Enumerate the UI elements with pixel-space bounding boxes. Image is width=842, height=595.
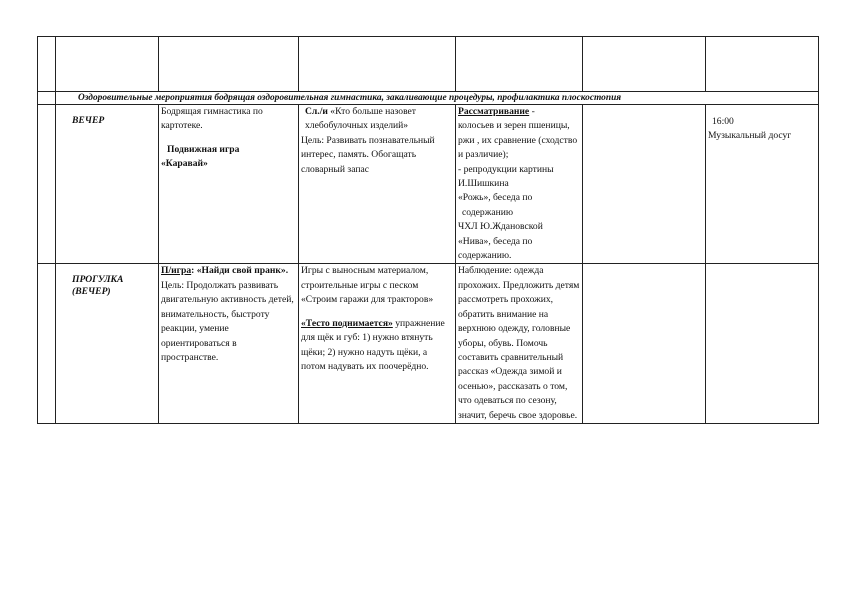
observation-heading-tail: - (529, 106, 535, 117)
empty-cell (56, 37, 159, 92)
exercise-title: «Тесто поднимается» (301, 317, 393, 329)
evening-gymnastics-cell (159, 105, 299, 264)
walk-game-cell (159, 264, 299, 423)
walk-label-line: ПРОГУЛКА (72, 274, 124, 286)
health-activities-banner: Оздоровительные мероприятия бодрящая оздоровительная гимнастика, закаливающие процедуры, профилактика плоскостопия (56, 92, 819, 105)
empty-top-row (38, 37, 819, 92)
empty-cell (583, 105, 706, 264)
walk-game-title: : «Найди свой пранк». (191, 265, 289, 277)
walk-observation-text: Наблюдение: одежда прохожих. Предложить детям рассмотреть прохожих, обратить внимание на верхнюю одежду, головные уборы, обувь. Помочь составить сравнительный рассказ «Одежда зимой и осенью», рассказать о том, что одеваться по сезону, значит, беречь свое здоровье. (458, 265, 580, 421)
evening-event-cell (706, 105, 819, 264)
empty-cell (159, 37, 299, 92)
word-game-title: «Кто больше назовет хлебобулочных изделий» (305, 106, 417, 132)
walk-label-line: (ВЕЧЕР) (72, 286, 111, 298)
event-time: 16:00 (712, 116, 734, 127)
evening-row (38, 105, 819, 264)
empty-cell (38, 37, 56, 92)
evening-observation-cell (456, 105, 583, 264)
empty-cell (706, 264, 819, 423)
observation-line: - репродукции картины И.Шишкина (458, 163, 554, 190)
observation-line: содержанию (462, 206, 514, 218)
empty-cell (706, 37, 819, 92)
exercise-description: упражнение для щёк и губ: 1) нужно втянуть щёки; 2) нужно надуть щёки, а потом надувать их поочерёдно. (301, 317, 445, 372)
observation-line: колосьев и зерен пшеницы, ржи , их сравнение (сходство и различие); (458, 120, 578, 161)
walk-game-goal: Цель: Продолжать развивать двигательную активность детей, внимательность, быстроту реакции, умение ориентироваться в пространстве. (161, 279, 294, 363)
outdoor-game-name: «Каравай» (161, 158, 208, 170)
empty-cell (38, 92, 56, 105)
observation-line: «Рожь», беседа по (458, 192, 533, 204)
walk-activities-text: Игры с выносным материалом, строительные игры с песком «Строим гаражи для тракторов» (301, 265, 434, 306)
gymnastics-text: Бодрящая гимнастика по картотеке. (161, 106, 263, 132)
walk-activities-cell (299, 264, 456, 423)
empty-cell (456, 37, 583, 92)
empty-cell (583, 264, 706, 423)
observation-heading: Рассматривание (458, 106, 530, 117)
empty-cell (299, 37, 456, 92)
empty-cell (583, 37, 706, 92)
health-activities-row (38, 92, 819, 105)
event-name: Музыкальный досуг (708, 130, 792, 141)
word-game-prefix: Сл./и (305, 106, 328, 117)
plan-table (37, 36, 819, 424)
word-game-goal: Цель: Развивать познавательный интерес, память. Обогащать словарный запас (301, 134, 435, 175)
walk-observation-cell (456, 264, 583, 423)
observation-line: «Нива», беседа по содержанию. (458, 235, 533, 262)
walk-label (56, 264, 159, 423)
observation-line: ЧХЛ Ю.Ждановской (458, 221, 543, 233)
walk-game-prefix: П/игра (161, 265, 192, 277)
empty-cell (38, 264, 56, 423)
empty-cell (38, 105, 56, 264)
walk-row (38, 264, 819, 423)
outdoor-game-title: Подвижная игра (167, 143, 240, 155)
plan-table-wrapper (37, 36, 818, 424)
evening-label: ВЕЧЕР (56, 105, 159, 264)
evening-word-game-cell (299, 105, 456, 264)
